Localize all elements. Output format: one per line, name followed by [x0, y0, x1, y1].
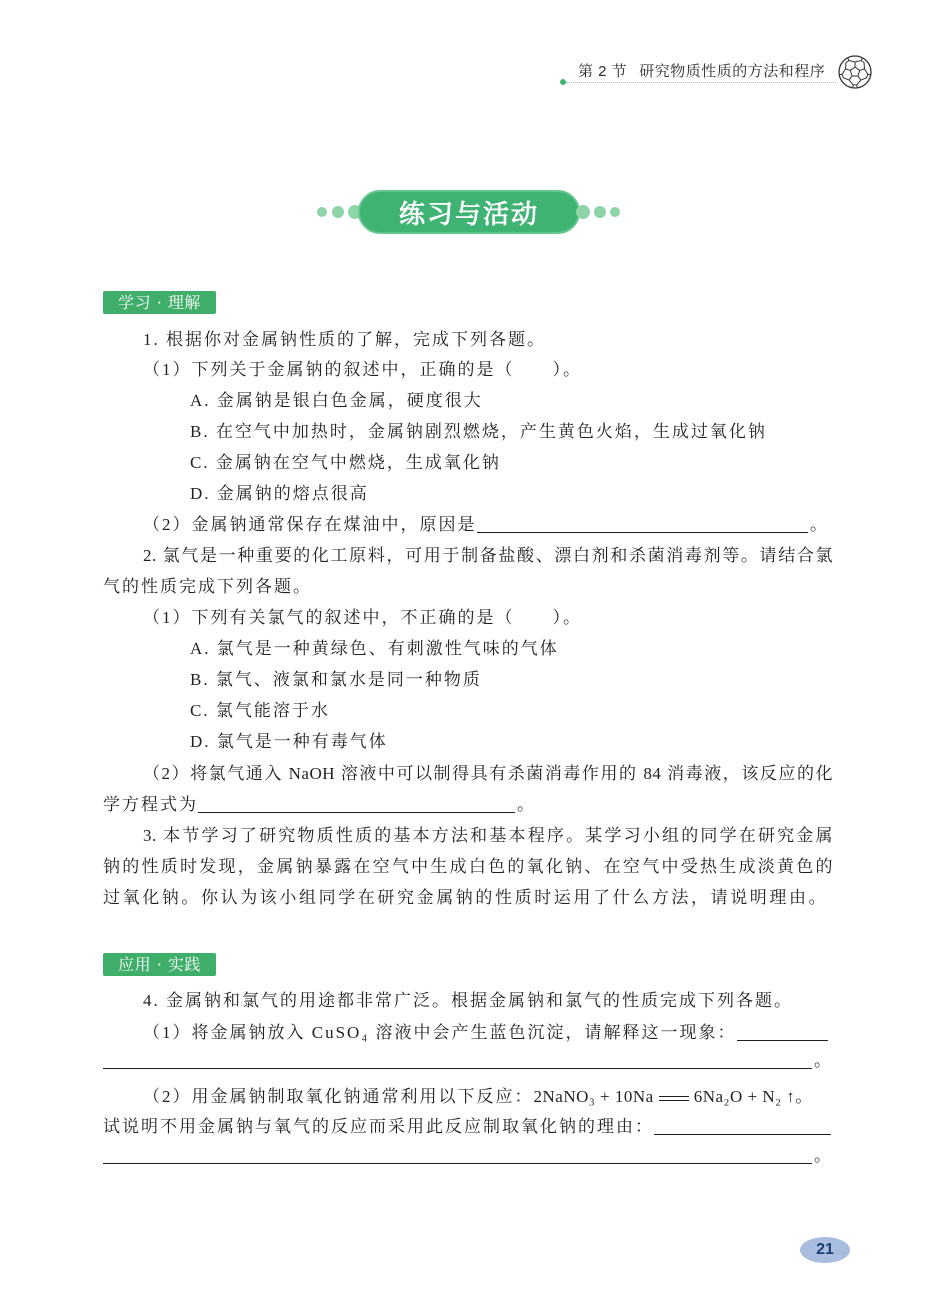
q2-stem-line-2: 气的性质完成下列各题。: [103, 577, 312, 596]
q2-part2-text: 学方程式为: [103, 795, 198, 814]
header-dotted-rule: [566, 82, 836, 83]
q2-part2-line-2: [103, 793, 536, 817]
q4-stem: 4. 金属钠和氯气的用途都非常广泛。根据金属钠和氯气的性质完成下列各题。: [143, 991, 793, 1010]
q1-option-c: C. 金属钠在空气中燃烧，生成氧化钠: [190, 453, 501, 472]
q4-part2-text: （2）用金属钠制取氧化钠通常利用以下反应：: [143, 1087, 534, 1106]
q2-stem-line-1: 2. 氯气是一种重要的化工原料，可用于制备盐酸、漂白剂和杀菌消毒剂等。请结合氯: [143, 546, 833, 565]
q4-part2-question: 试说明不用金属钠与氧气的反应而采用此反应制取氧化钠的理由：: [103, 1117, 654, 1136]
q4-part1: [143, 1021, 830, 1045]
q4-part2-line-2: [103, 1115, 833, 1139]
header-green-dot: [560, 79, 566, 85]
answer-blank: [103, 1049, 812, 1069]
q2-part2-end: 。: [517, 795, 536, 814]
q1-option-b: B. 在空气中加热时，金属钠剧烈燃烧，产生黄色火焰，生成过氧化钠: [190, 422, 767, 441]
q4-part2-end: 。: [814, 1146, 833, 1165]
q1-part2: [143, 513, 829, 537]
banner-dot: [317, 207, 327, 217]
equals-sign: [659, 1096, 689, 1101]
answer-blank: [737, 1021, 829, 1041]
q1-part2-end: 。: [810, 515, 829, 534]
q4-part1-answer-line: [103, 1049, 833, 1073]
answer-blank: [654, 1115, 831, 1135]
banner-title: 练习与活动: [398, 199, 539, 230]
page-number: 21: [800, 1237, 850, 1263]
q1-option-d: D. 金属钠的熔点很高: [190, 484, 369, 503]
fullerene-icon: [837, 54, 873, 90]
section-title: 研究物质性质的方法和程序: [639, 63, 826, 80]
section-label-apply: 应用 · 实践: [103, 953, 216, 976]
q2-part1-stem: （1）下列有关氯气的叙述中，不正确的是（ ）。: [143, 608, 582, 627]
q2-part2-line-1: （2）将氯气通入 NaOH 溶液中可以制得具有杀菌消毒作用的 84 消毒液，该反应的化: [143, 764, 833, 783]
answer-blank: [103, 1144, 812, 1164]
q4-part2-answer-line: [103, 1144, 833, 1168]
q2-option-a: A. 氯气是一种黄绿色、有刺激性气味的气体: [190, 639, 559, 658]
banner-dot: [594, 206, 606, 218]
exercise-banner: [358, 190, 580, 234]
q4-part2-punct: 。: [795, 1087, 815, 1106]
answer-blank: [198, 793, 515, 813]
banner-dot: [332, 206, 344, 218]
q1-option-a: A. 金属钠是银白色金属，硬度很大: [190, 391, 483, 410]
banner-dot: [610, 207, 620, 217]
q1-stem: 1. 根据你对金属钠性质的了解，完成下列各题。: [143, 330, 546, 349]
equation-products: 6Na₂O + N₂ ↑: [693, 1087, 796, 1106]
q2-option-c: C. 氯气能溶于水: [190, 701, 330, 720]
q1-part2-text: （2）金属钠通常保存在煤油中，原因是: [143, 515, 477, 534]
section-label-understand: 学习 · 理解: [103, 291, 216, 314]
running-header: [578, 62, 825, 82]
q3-line-3: 过氧化钠。你认为该小组同学在研究金属钠的性质时运用了什么方法，请说明理由。: [103, 888, 829, 907]
q2-option-b: B. 氯气、液氯和氯水是同一种物质: [190, 670, 482, 689]
q3-line-2: 钠的性质时发现，金属钠暴露在空气中生成白色的氧化钠、在空气中受热生成淡黄色的: [103, 857, 833, 876]
answer-blank: [477, 513, 809, 533]
q4-part2-line-1: [143, 1085, 814, 1109]
equation-reactants: 2NaNO₃ + 10Na: [533, 1087, 654, 1106]
q4-part1-end: 。: [814, 1051, 833, 1070]
q4-part1-text: （1）将金属钠放入 CuSO₄ 溶液中会产生蓝色沉淀，请解释这一现象：: [143, 1023, 737, 1042]
q2-option-d: D. 氯气是一种有毒气体: [190, 732, 388, 751]
q3-line-1: 3. 本节学习了研究物质性质的基本方法和基本程序。某学习小组的同学在研究金属: [143, 826, 833, 845]
banner-dot: [576, 205, 590, 219]
q1-part1-stem: （1）下列关于金属钠的叙述中，正确的是（ ）。: [143, 360, 582, 379]
section-number: 第 2 节: [578, 63, 628, 80]
